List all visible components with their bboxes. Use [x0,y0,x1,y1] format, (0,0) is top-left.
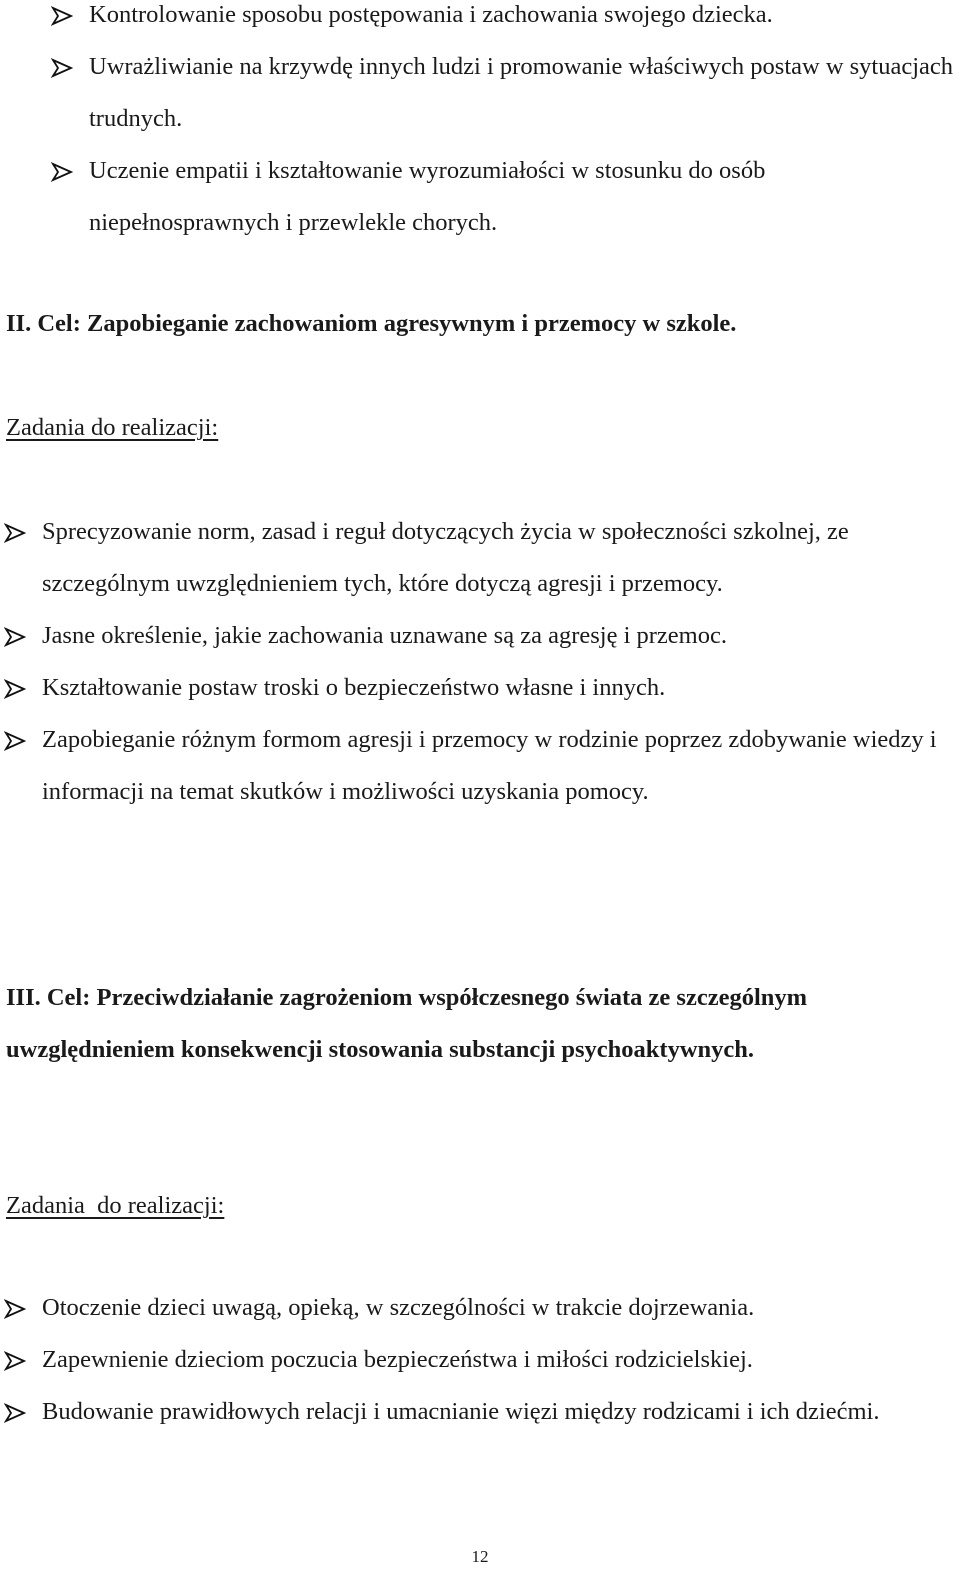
list-item-text: Budowanie prawidłowych relacji i umacnianie więzi między rodzicami i ich dziećmi. [42,1398,880,1425]
section3 [0,972,960,1076]
list-item-text: Zapewnienie dzieciom poczucia bezpieczeństwa i miłości rodzicielskiej. [42,1346,753,1373]
list-item [0,610,960,662]
section2-list [0,506,960,818]
list-item [0,662,960,714]
tasks-subheading: Zadania do realizacji: [6,1192,225,1219]
list-item [0,41,960,145]
arrowhead-bullet-icon [4,506,26,558]
list-item-text: Kształtowanie postaw troski o bezpieczeństwo własne i innych. [42,674,666,701]
list-item-text: Zapobieganie różnym formom agresji i przemocy w rodzinie poprzez zdobywanie wiedzy i informacji na temat skutków i możliwości uzyskania pomocy. [42,726,937,805]
list-item [0,1282,960,1334]
list-item [0,1386,960,1438]
tasks-subheading: Zadania do realizacji: [6,414,219,441]
list-item-text: Uwrażliwianie na krzywdę innych ludzi i promowanie właściwych postaw w sytuacjach trudnych. [89,53,954,132]
arrowhead-bullet-icon [4,1282,26,1334]
list-item [0,506,960,610]
list-item [0,714,960,818]
section-heading: II. Cel: Zapobieganie zachowaniom agresywnym i przemocy w szkole. [6,310,737,337]
list-item-text: Kontrolowanie sposobu postępowania i zachowania swojego dziecka. [89,1,773,28]
arrowhead-bullet-icon [4,1386,26,1438]
list-item-text: Sprecyzowanie norm, zasad i reguł dotyczących życia w społeczności szkolnej, ze szczególnym uwzględnieniem tych, które dotyczą agresji i przemocy. [42,518,849,597]
arrowhead-bullet-icon [51,145,73,197]
arrowhead-bullet-icon [51,41,73,93]
list-item-text: Otoczenie dzieci uwagą, opieką, w szczególności w trakcie dojrzewania. [42,1294,755,1321]
list-item-text: Uczenie empatii i kształtowanie wyrozumiałości w stosunku do osób niepełnosprawnych i przewlekle chorych. [89,157,766,236]
section1-list [0,0,960,249]
page-number: 12 [471,1547,489,1566]
arrowhead-bullet-icon [4,1334,26,1386]
section-heading: III. Cel: Przeciwdziałanie zagrożeniom współczesnego świata ze szczególnym uwzględnieniem konsekwencji stosowania substancji psychoaktywnych. [6,984,808,1063]
arrowhead-bullet-icon [4,610,26,662]
arrowhead-bullet-icon [4,662,26,714]
section2 [0,298,960,454]
section3-subheading-wrap [0,1180,960,1232]
arrowhead-bullet-icon [51,0,73,41]
list-item [0,0,960,41]
section3-list [0,1282,960,1438]
arrowhead-bullet-icon [4,714,26,766]
list-item [0,1334,960,1386]
list-item-text: Jasne określenie, jakie zachowania uznawane są za agresję i przemoc. [42,622,727,649]
list-item [0,145,960,249]
